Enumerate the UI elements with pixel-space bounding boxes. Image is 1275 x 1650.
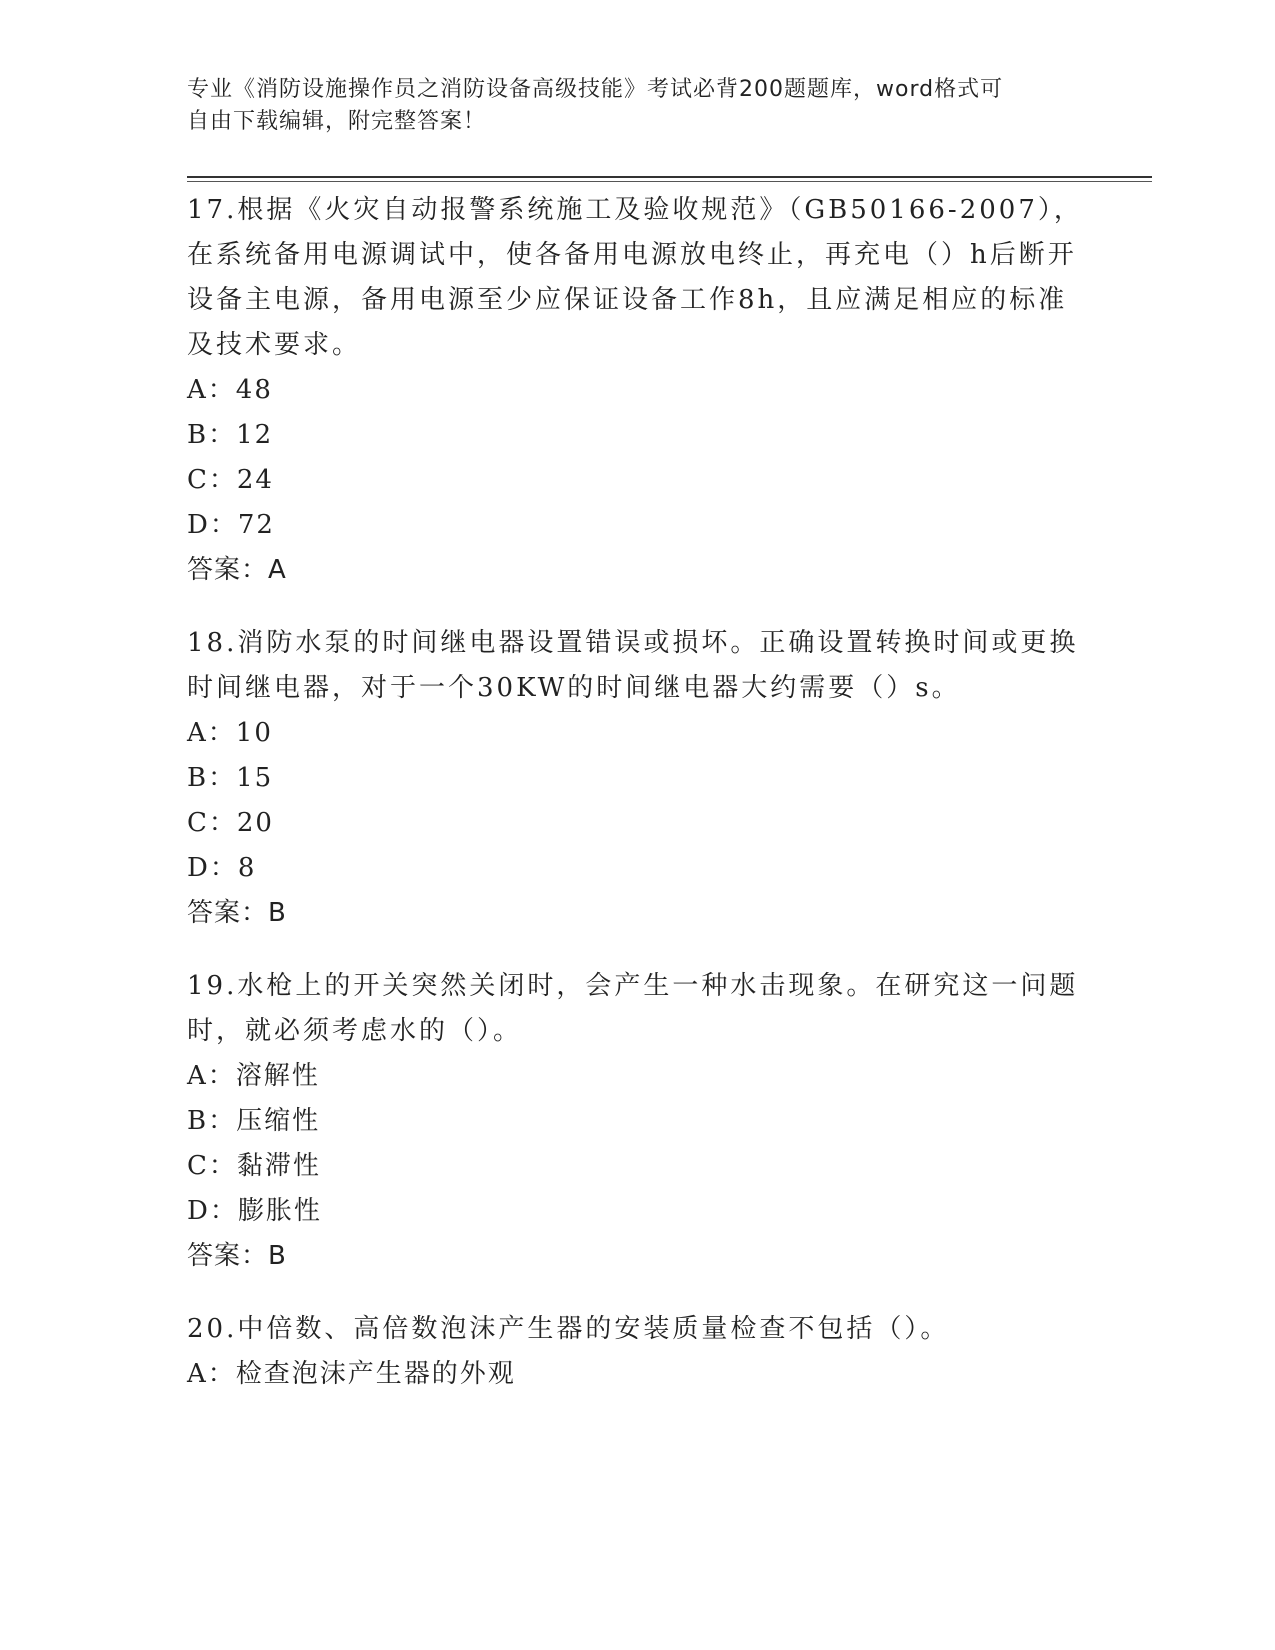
- question-20: [187, 1307, 1087, 1397]
- answer-line: 答案：B: [187, 898, 287, 928]
- header-divider-thin: [187, 181, 1152, 182]
- option-b: B：12: [187, 420, 274, 450]
- question-stem: 20.中倍数、高倍数泡沫产生器的安装质量检查不包括（）。: [187, 1314, 950, 1344]
- option-c: C：20: [187, 808, 274, 838]
- option-d: D：8: [187, 853, 257, 883]
- question-18: [187, 621, 1087, 936]
- option-c: C：24: [187, 465, 274, 495]
- answer-line: 答案：A: [187, 555, 287, 585]
- option-a: A：溶解性: [187, 1061, 320, 1091]
- option-d: D：72: [187, 510, 275, 540]
- question-stem: 17.根据《火灾自动报警系统施工及验收规范》（GB50166-2007），在系统备用电源调试中，使各备用电源放电终止，再充电（）h后断开设备主电源，备用电源至少应保证设备工作8h，且应满足相应的标准及技术要求。: [187, 195, 1083, 360]
- option-c: C：黏滞性: [187, 1151, 321, 1181]
- option-b: B：压缩性: [187, 1106, 321, 1136]
- option-b: B：15: [187, 763, 274, 793]
- option-a: A：检查泡沫产生器的外观: [187, 1359, 516, 1389]
- question-stem: 18.消防水泵的时间继电器设置错误或损坏。正确设置转换时间或更换时间继电器，对于一个30KW的时间继电器大约需要（）s。: [187, 628, 1079, 703]
- option-a: A：48: [187, 375, 273, 405]
- header-line-1: 专业《消防设施操作员之消防设备高级技能》考试必背200题题库，word格式可: [187, 77, 1004, 102]
- answer-line: 答案：B: [187, 1241, 287, 1271]
- question-list: [187, 188, 1087, 1425]
- header-line-2: 自由下载编辑，附完整答案！: [187, 109, 487, 134]
- option-a: A：10: [187, 718, 273, 748]
- question-stem: 19.水枪上的开关突然关闭时，会产生一种水击现象。在研究这一问题时，就必须考虑水的（）。: [187, 971, 1079, 1046]
- question-17: [187, 188, 1087, 593]
- question-19: [187, 964, 1087, 1279]
- document-header: [187, 74, 1067, 138]
- header-divider-thick: [187, 176, 1152, 178]
- option-d: D：膨胀性: [187, 1196, 322, 1226]
